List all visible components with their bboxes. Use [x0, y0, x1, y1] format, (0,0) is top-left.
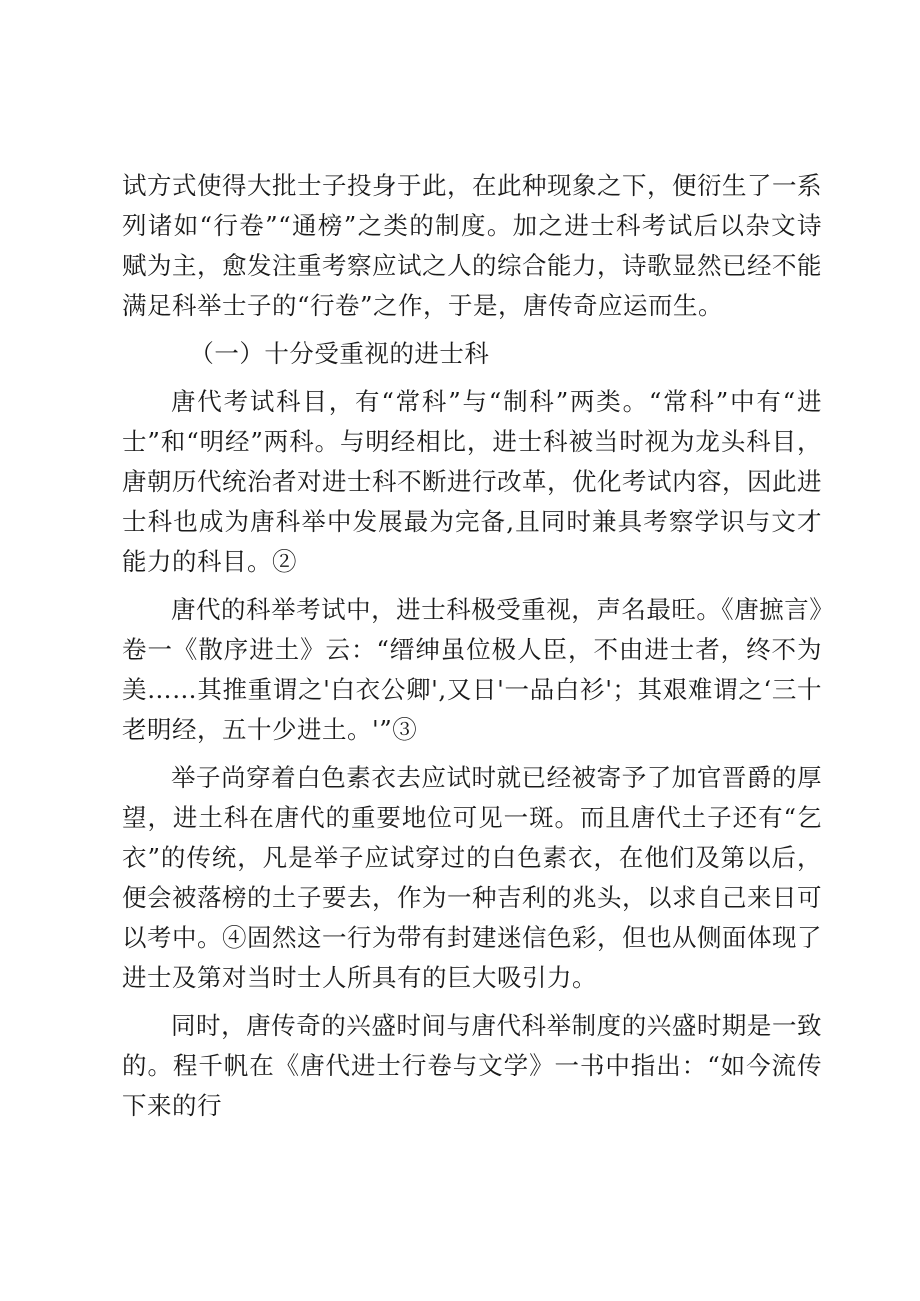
paragraph: 唐代的科举考试中，进士科极受重视，声名最旺。《唐摭言》卷一《散序进土》云：“缙绅虽位极人臣，不由进士者，终不为美……其推重谓之'白衣公卿',又日'一品白衫'；其艰难谓之‘三十老明经，五十少进土。'”③ — [122, 595, 822, 744]
paragraph: 唐代考试科目，有“常科”与“制科”两类。“常科”中有“进士”和“明经”两科。与明经相比，进士科被当时视为龙头科目，唐朝历代统治者对进士科不断进行改革，优化考试内容，因此进士科也成为唐科举中发展最为完备,且同时兼具考察学识与文才能力的科目。② — [122, 387, 822, 576]
paragraph-continuation: 试方式使得大批士子投身于此，在此种现象之下，便衍生了一系列诸如“行卷”“通榜”之类的制度。加之进士科考试后以杂文诗赋为主，愈发注重考察应试之人的综合能力，诗歌显然已经不能满足科举士子的“行卷”之作，于是，唐传奇应运而生。 — [122, 171, 822, 320]
paragraph: 举子尚穿着白色素衣去应试时就已经被寄予了加官晋爵的厚望，进土科在唐代的重要地位可见一斑。而且唐代土子还有“乞衣”的传统，凡是举子应试穿过的白色素衣，在他们及第以后，便会被落榜的土子要去，作为一种吉利的兆头，以求自己来日可以考中。④固然这一行为带有封建迷信色彩，但也从侧面体现了进士及第对当时士人所具有的巨大吸引力。 — [122, 763, 822, 992]
paragraph: 同时，唐传奇的兴盛时间与唐代科举制度的兴盛时期是一致的。程千帆在《唐代进士行卷与文学》一书中指出：“如今流传下来的行 — [122, 1011, 822, 1120]
document-body — [122, 166, 822, 1126]
section-heading: （一）十分受重视的进士科 — [189, 339, 490, 368]
